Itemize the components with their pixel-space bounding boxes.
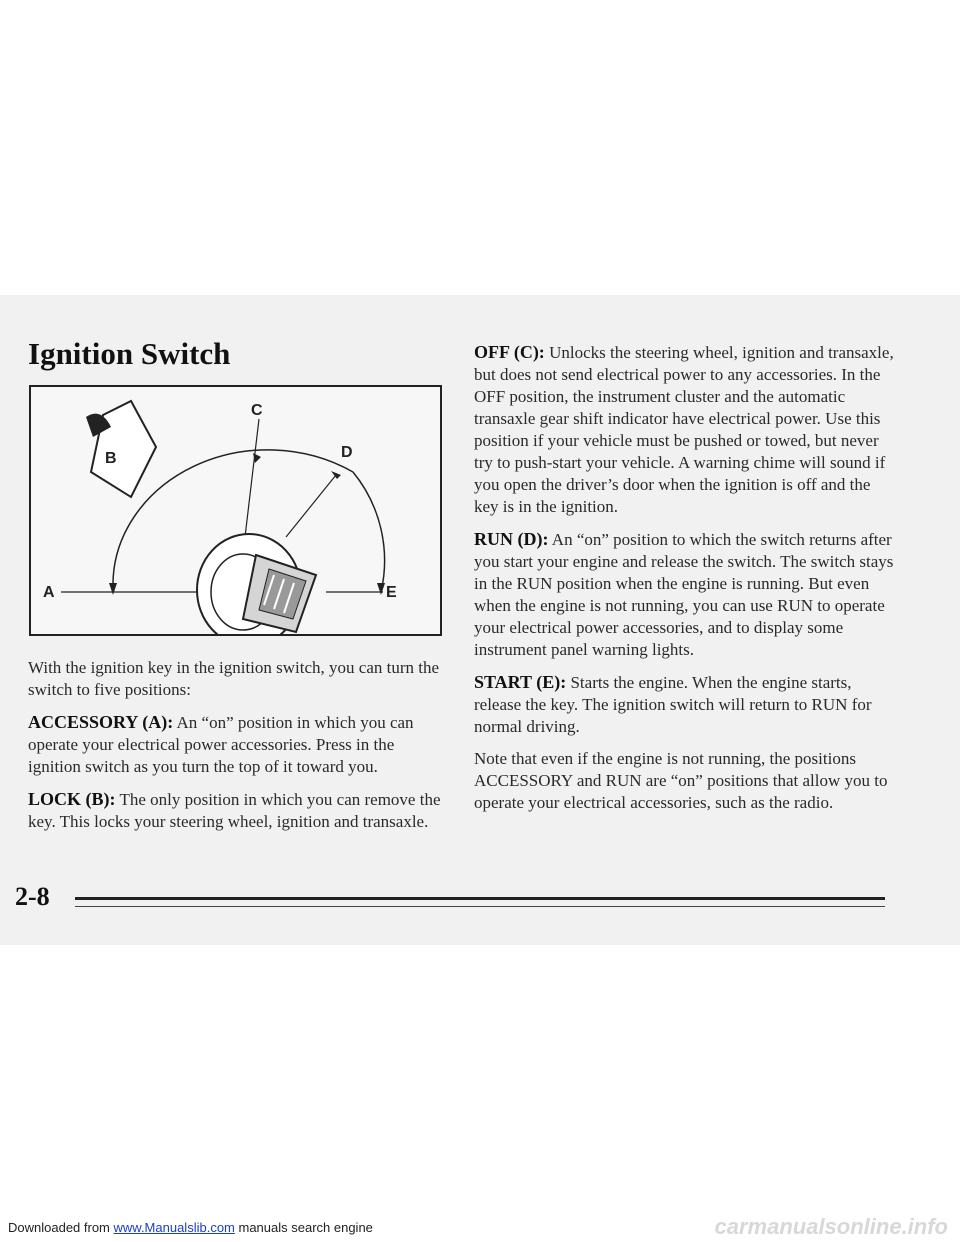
label-d: D <box>341 444 353 461</box>
source-prefix: Downloaded from <box>8 1220 114 1235</box>
ignition-switch-diagram <box>29 385 442 636</box>
manualslib-link[interactable]: www.Manualslib.com <box>113 1220 235 1235</box>
label-e: E <box>386 584 397 601</box>
run-paragraph <box>474 528 894 661</box>
left-column <box>28 657 448 843</box>
label-c: C <box>251 402 263 419</box>
accessory-paragraph <box>28 711 448 778</box>
start-paragraph <box>474 671 894 738</box>
accessory-text: An “on” position in which you can operate your electrical power accessories. Press in the ignition switch as you turn the top of it toward you. <box>28 713 414 776</box>
start-term: START (E): <box>474 672 567 692</box>
off-paragraph <box>474 341 894 518</box>
page-number: 2-8 <box>15 882 50 911</box>
off-term: OFF (C): <box>474 342 545 362</box>
label-a: A <box>43 584 55 601</box>
footer-rule-thin <box>75 906 885 907</box>
run-term: RUN (D): <box>474 529 549 549</box>
lock-text: The only position in which you can remove the key. This locks your steering wheel, ignition and transaxle. <box>28 790 441 831</box>
ignition-key-icon <box>86 401 156 497</box>
lock-term: LOCK (B): <box>28 789 116 809</box>
watermark: carmanualsonline.info <box>714 1214 948 1239</box>
accessory-term: ACCESSORY (A): <box>28 712 174 732</box>
start-text: Starts the engine. When the engine starts, release the key. The ignition switch will return to RUN for normal driving. <box>474 673 872 736</box>
right-column <box>474 341 894 824</box>
ignition-cylinder-icon <box>197 534 316 634</box>
note-paragraph: Note that even if the engine is not running, the positions ACCESSORY and RUN are “on” positions that allow you to operate your electrical accessories, such as the radio. <box>474 749 888 812</box>
run-text: An “on” position to which the switch returns after you start your engine and release the switch. The switch stays in the RUN position when the engine is running. But even when the engine is not running, you can use RUN to operate your electrical power accessories, and to display some instrument panel warning lights. <box>474 530 894 659</box>
download-source-line <box>8 1220 373 1235</box>
source-suffix: manuals search engine <box>234 1220 373 1235</box>
off-text: Unlocks the steering wheel, ignition and transaxle, but does not send electrical power to any accessories. In the OFF position, the instrument cluster and the automatic transaxle gear shift indicator have electrical power. Use this position if your vehicle must be pushed or towed, but never try to push-start your vehicle. A warning chime will sound if you open the driver’s door when the ignition is off and the key is in the ignition. <box>474 343 894 516</box>
label-b: B <box>105 450 117 467</box>
intro-paragraph: With the ignition key in the ignition switch, you can turn the switch to five positions: <box>28 658 440 699</box>
footer-rule <box>75 897 885 900</box>
page-title: Ignition Switch <box>28 336 231 371</box>
lock-paragraph <box>28 788 448 833</box>
